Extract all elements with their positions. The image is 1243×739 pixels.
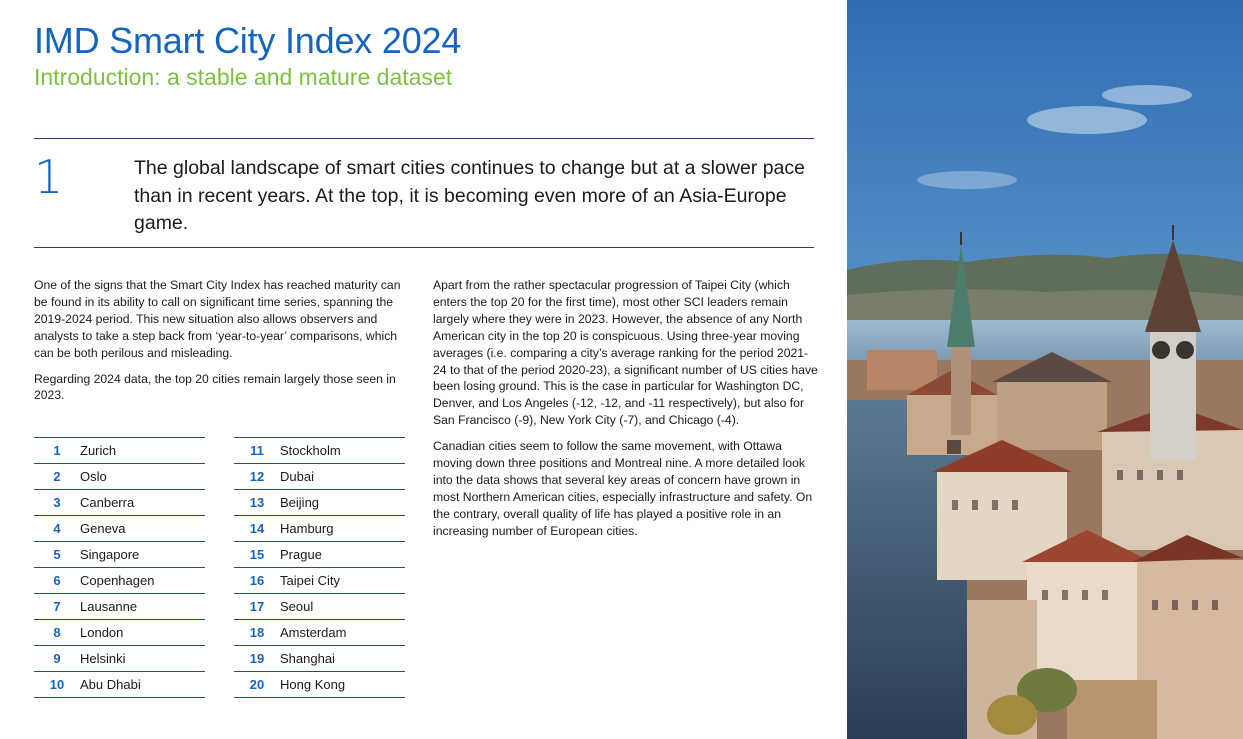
city-name: Dubai bbox=[280, 469, 314, 484]
ranking-row bbox=[234, 516, 405, 542]
body-paragraph: One of the signs that the Smart City Index has reached maturity can be found in its ability to call on significant time series, spanning the 2019-2024 period. This new situation also allows observers and analysts to take a step back from ‘year-to-year’ comparisons, which can be both perilous and misleading. bbox=[34, 278, 401, 360]
rank-number: 19 bbox=[249, 651, 265, 666]
city-name: London bbox=[80, 625, 124, 640]
top-divider bbox=[34, 138, 814, 139]
ranking-list-1-10 bbox=[34, 437, 205, 698]
ranking-row bbox=[234, 568, 405, 594]
rank-number: 16 bbox=[249, 573, 265, 588]
rank-number: 20 bbox=[249, 677, 265, 692]
city-name: Beijing bbox=[280, 495, 320, 510]
rank-number: 15 bbox=[249, 547, 265, 562]
rank-number: 5 bbox=[53, 547, 61, 562]
rank-number: 18 bbox=[249, 625, 265, 640]
left-text-column bbox=[34, 277, 414, 413]
ranking-row bbox=[34, 594, 205, 620]
ranking-row bbox=[34, 620, 205, 646]
page-title: IMD Smart City Index 2024 bbox=[34, 20, 462, 61]
body-paragraph: Regarding 2024 data, the top 20 cities remain largely those seen in 2023. bbox=[34, 371, 396, 403]
rank-number: 1 bbox=[53, 443, 61, 458]
rank-number: 3 bbox=[53, 495, 61, 510]
city-name: Zurich bbox=[80, 443, 117, 458]
ranking-row bbox=[34, 672, 205, 698]
city-name: Oslo bbox=[80, 469, 107, 484]
rank-number: 6 bbox=[53, 573, 61, 588]
ranking-row bbox=[234, 542, 405, 568]
ranking-row bbox=[34, 464, 205, 490]
rank-number: 10 bbox=[49, 677, 65, 692]
ranking-row bbox=[34, 568, 205, 594]
rank-number: 9 bbox=[53, 651, 61, 666]
city-name: Helsinki bbox=[80, 651, 126, 666]
rank-number: 8 bbox=[53, 625, 61, 640]
rank-number: 7 bbox=[53, 599, 61, 614]
city-name: Stockholm bbox=[280, 443, 341, 458]
ranking-row bbox=[234, 646, 405, 672]
city-name: Singapore bbox=[80, 547, 140, 562]
ranking-list-11-20 bbox=[234, 437, 405, 698]
city-name: Hamburg bbox=[280, 521, 334, 536]
city-name: Lausanne bbox=[80, 599, 138, 614]
city-name: Canberra bbox=[80, 495, 135, 510]
ranking-row bbox=[34, 542, 205, 568]
ranking-row bbox=[34, 516, 205, 542]
city-name: Prague bbox=[280, 547, 322, 562]
ranking-row bbox=[234, 437, 405, 464]
ranking-row bbox=[234, 594, 405, 620]
city-name: Shanghai bbox=[280, 651, 335, 666]
city-name: Geneva bbox=[80, 521, 126, 536]
ranking-row bbox=[234, 490, 405, 516]
ranking-row bbox=[34, 437, 205, 464]
rank-number: 11 bbox=[250, 443, 264, 458]
rank-number: 13 bbox=[249, 495, 265, 510]
city-name: Amsterdam bbox=[280, 625, 347, 640]
rank-number: 17 bbox=[249, 599, 265, 614]
body-paragraph: Apart from the rather spectacular progression of Taipei City (which enters the top 20 for the first time), most other SCI leaders remain largely where they were in 2023. However, the absence of any North American city in the top 20 is conspicuous. Using three-year moving averages (i.e. comparing a city’s average ranking for the period 2021-24 to that of the period 2020-23), a significant number of US cities have been losing ground. This is the case in particular for Washington DC, Denver, and Los Angeles (-12, -12, and -11 respectively), but also for San Francisco (-9), New York City (-7), and Chicago (-4). bbox=[433, 278, 818, 428]
city-name: Hong Kong bbox=[280, 677, 346, 692]
lead-statement: The global landscape of smart cities continues to change but at a slower pace than in recent years. At the top, it is becoming even more of an Asia-Europe game. bbox=[134, 157, 805, 234]
section-number: 1 bbox=[34, 150, 64, 204]
rank-number: 2 bbox=[53, 469, 61, 484]
rank-number: 4 bbox=[53, 521, 61, 536]
right-text-column bbox=[433, 277, 818, 549]
body-paragraph: Canadian cities seem to follow the same movement, with Ottawa moving down three positions and Montreal nine. A more detailed look into the data shows that several key areas of concern have grown in most Northern American cities, especially infrastructure and safety. On the contrary, overall quality of life has played a positive role in an increasing number of European cities. bbox=[433, 439, 813, 538]
city-name: Copenhagen bbox=[80, 573, 155, 588]
page-subtitle: Introduction: a stable and mature dataset bbox=[34, 64, 453, 90]
bottom-divider bbox=[34, 247, 814, 248]
ranking-row bbox=[34, 490, 205, 516]
ranking-row bbox=[234, 620, 405, 646]
ranking-row bbox=[234, 464, 405, 490]
city-name: Taipei City bbox=[280, 573, 340, 588]
city-name: Abu Dhabi bbox=[80, 677, 141, 692]
rank-number: 12 bbox=[249, 469, 265, 484]
rank-number: 14 bbox=[249, 521, 265, 536]
city-name: Seoul bbox=[280, 599, 314, 614]
zurich-city-photo bbox=[847, 0, 1243, 739]
ranking-row bbox=[34, 646, 205, 672]
ranking-row bbox=[234, 672, 405, 698]
